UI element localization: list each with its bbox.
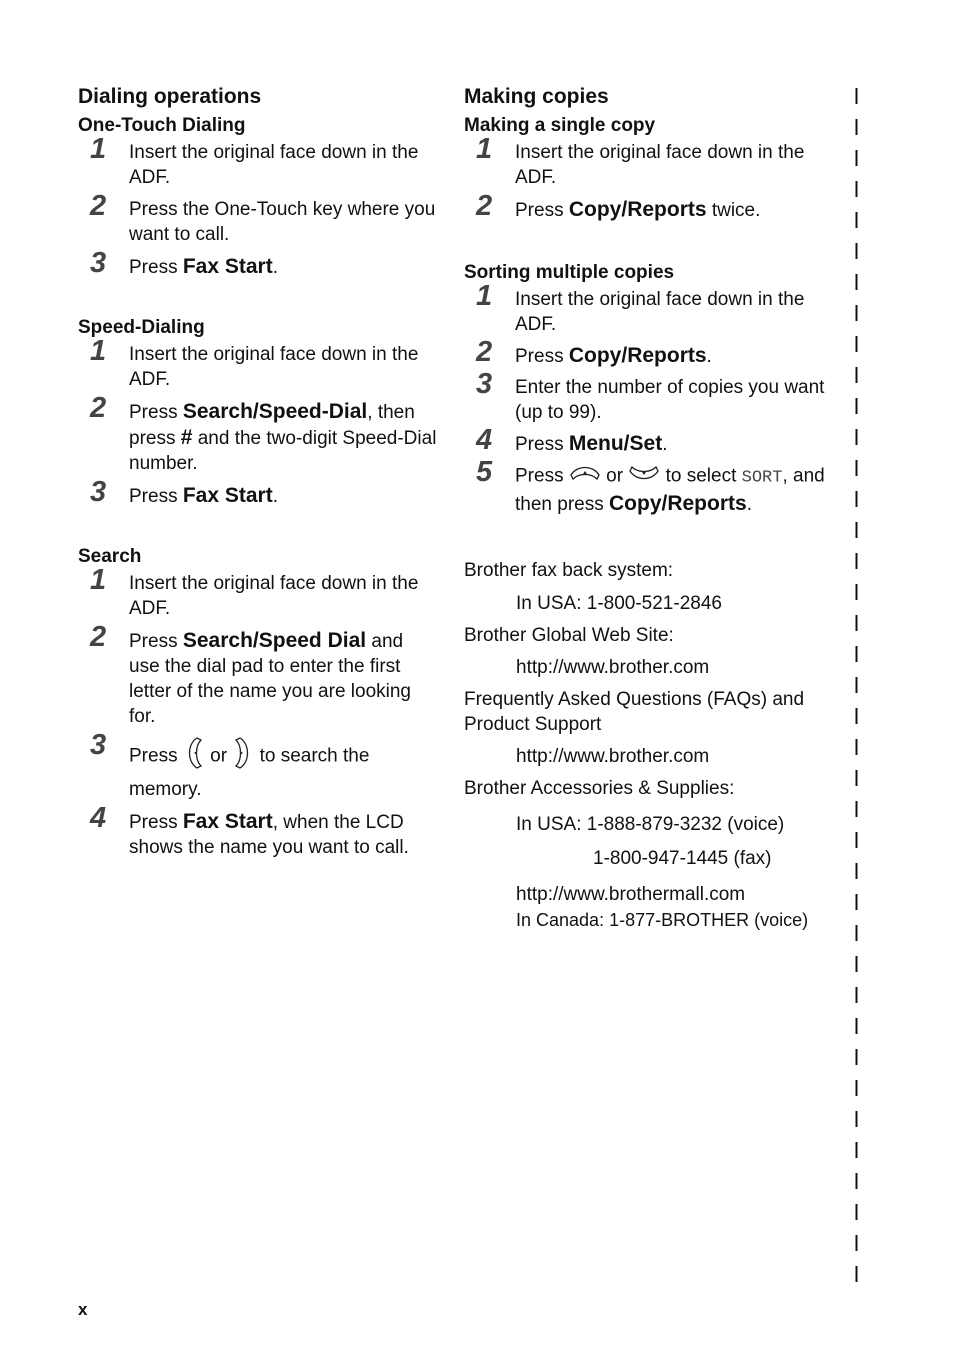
- step-text: or: [204, 745, 233, 767]
- step-text: Enter the number of copies you want (up to 99).: [515, 377, 825, 423]
- arrow-right-key-icon: [232, 736, 254, 777]
- step-sort-3: [464, 368, 844, 425]
- step-text: Press: [515, 434, 569, 455]
- faxback-label: Brother fax back system:: [464, 559, 674, 581]
- step-text: .: [272, 486, 279, 507]
- step-text: Press: [129, 631, 183, 652]
- faq-label: Frequently Asked Questions (FAQs) and Product Support: [464, 688, 805, 735]
- section-title-copies: Making copies: [464, 85, 609, 108]
- page-number: x: [78, 1300, 88, 1319]
- key-hash: #: [180, 426, 193, 449]
- step-single-1: [464, 133, 844, 190]
- key-copy-reports: Copy/Reports: [568, 198, 707, 221]
- step-text: Press: [129, 402, 183, 423]
- step-one-touch-1: [78, 133, 438, 190]
- left-column: [78, 82, 438, 860]
- step-text: Press: [515, 465, 569, 487]
- step-search-1: [78, 564, 438, 621]
- heading-sorting: Sorting multiple copies: [464, 262, 675, 283]
- step-text: Press: [129, 486, 183, 507]
- contacts-block: [464, 558, 844, 933]
- step-single-2: [464, 190, 844, 223]
- step-text: Press the One-Touch key where you want to call.: [129, 199, 436, 245]
- heading-speed-dialing: Speed-Dialing: [78, 317, 205, 338]
- step-speed-1: [78, 335, 438, 392]
- step-number: 2: [476, 190, 493, 222]
- step-text: .: [746, 493, 752, 515]
- step-text: Insert the original face down in the ADF.: [129, 344, 419, 390]
- step-number: 1: [476, 133, 493, 165]
- web-site-label: Brother Global Web Site:: [464, 624, 674, 646]
- key-search-speed-dial: Search/Speed-Dial: [182, 400, 368, 423]
- step-text: .: [272, 257, 279, 278]
- key-copy-reports: Copy/Reports: [568, 344, 707, 367]
- accessories-usa-voice: In USA: 1-888-879-3232 (voice): [516, 813, 785, 835]
- step-text: Press: [515, 346, 569, 367]
- step-text: Insert the original face down in the ADF.: [515, 289, 805, 335]
- arrow-down-key-icon: [628, 463, 660, 490]
- step-text: , and then press: [515, 465, 825, 515]
- step-number: 2: [90, 621, 107, 653]
- step-one-touch-2: [78, 190, 438, 247]
- step-text: Press: [129, 257, 183, 278]
- step-sort-2: [464, 336, 844, 369]
- step-number: 2: [476, 336, 493, 368]
- lcd-sort-option: SORT: [741, 468, 783, 488]
- step-number: 3: [90, 476, 107, 508]
- step-number: 3: [90, 247, 107, 279]
- key-fax-start: Fax Start: [182, 255, 273, 278]
- step-search-3: [78, 729, 438, 802]
- step-number: 1: [90, 335, 107, 367]
- step-text: , when the LCD shows the name you want to call.: [129, 812, 409, 858]
- step-search-2: [78, 621, 438, 729]
- margin-dash-rail: [855, 88, 858, 1288]
- section-title-dialing: Dialing operations: [78, 85, 262, 108]
- step-number: 2: [90, 190, 107, 222]
- step-number: 1: [476, 280, 493, 312]
- faxback-usa: In USA: 1-800-521-2846: [516, 592, 722, 614]
- step-text: Press: [515, 200, 569, 221]
- accessories-canada: In Canada: 1-877-BROTHER (voice): [516, 909, 809, 930]
- step-text: to search the memory.: [129, 745, 370, 800]
- step-text: .: [706, 346, 712, 367]
- step-text: twice.: [706, 200, 761, 221]
- step-text: Insert the original face down in the ADF.: [515, 142, 805, 188]
- key-fax-start: Fax Start: [182, 484, 273, 507]
- step-speed-2: [78, 392, 438, 476]
- step-text: , then press: [129, 402, 415, 449]
- key-menu-set: Menu/Set: [568, 432, 663, 455]
- step-number: 3: [90, 729, 107, 761]
- step-one-touch-3: [78, 247, 438, 280]
- heading-one-touch: One-Touch Dialing: [78, 115, 246, 136]
- step-number: 5: [476, 456, 493, 488]
- arrow-up-key-icon: [569, 463, 601, 490]
- key-search-speed-dial: Search/Speed Dial: [182, 629, 367, 652]
- step-number: 2: [90, 392, 107, 424]
- arrow-left-key-icon: [183, 736, 205, 777]
- step-text: Insert the original face down in the ADF.: [129, 142, 419, 188]
- step-number: 3: [476, 368, 493, 400]
- step-speed-3: [78, 476, 438, 509]
- step-number: 4: [90, 802, 107, 834]
- heading-single-copy: Making a single copy: [464, 115, 656, 136]
- heading-search: Search: [78, 546, 142, 567]
- step-sort-1: [464, 280, 844, 337]
- right-column: [464, 82, 844, 933]
- key-fax-start: Fax Start: [182, 810, 273, 833]
- key-copy-reports: Copy/Reports: [609, 491, 747, 515]
- step-text: Press: [129, 745, 183, 767]
- step-text: Press: [129, 812, 183, 833]
- accessories-url[interactable]: http://www.brothermall.com: [516, 883, 746, 905]
- step-text: .: [662, 434, 668, 455]
- step-sort-5: [464, 456, 844, 517]
- step-sort-4: [464, 424, 844, 457]
- web-site-url[interactable]: http://www.brother.com: [516, 656, 710, 678]
- step-text: and the two-digit Speed-Dial number.: [129, 428, 437, 474]
- accessories-usa-fax: 1-800-947-1445 (fax): [593, 847, 772, 869]
- step-number: 1: [90, 564, 107, 596]
- step-text: Insert the original face down in the ADF.: [129, 573, 419, 619]
- faq-url[interactable]: http://www.brother.com: [516, 745, 710, 767]
- step-number: 1: [90, 133, 107, 165]
- step-text: and use the dial pad to enter the first letter of the name you are looking for.: [129, 631, 412, 727]
- step-text: to select: [660, 465, 742, 487]
- step-text: or: [600, 465, 629, 487]
- accessories-label: Brother Accessories & Supplies:: [464, 777, 735, 799]
- step-number: 4: [476, 424, 493, 456]
- step-search-4: [78, 802, 438, 860]
